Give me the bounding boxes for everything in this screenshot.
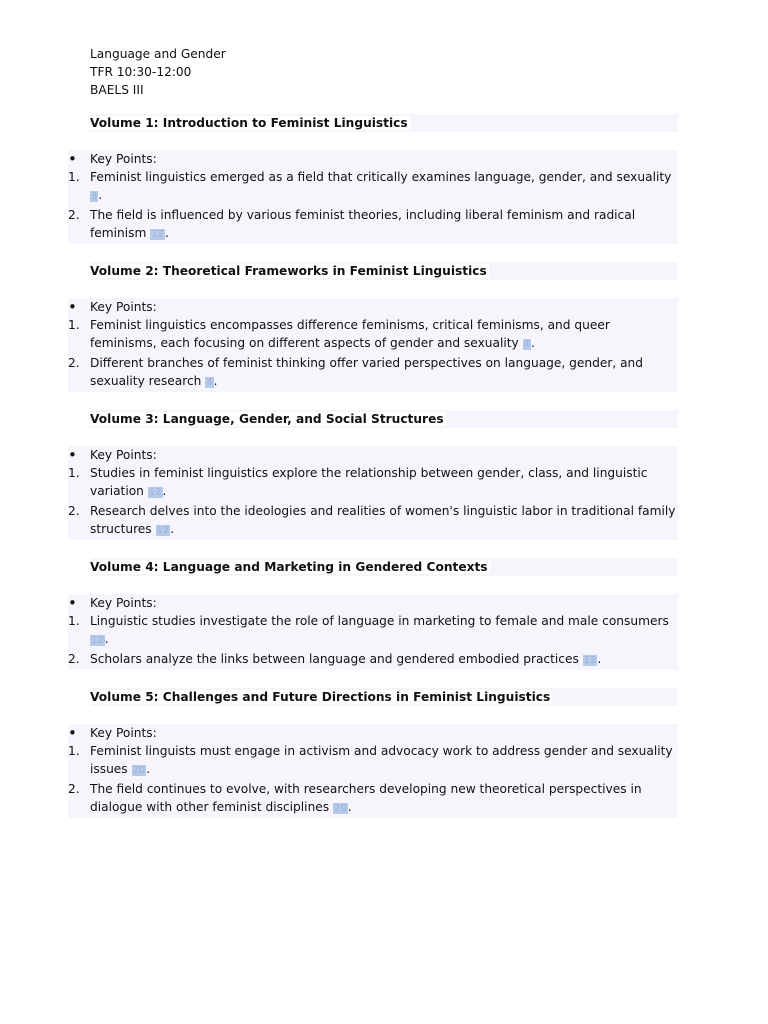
citation-ref[interactable]: 4 — [206, 377, 213, 388]
key-points-label: • Key Points: — [68, 724, 157, 742]
citation-ref[interactable]: 12 — [148, 487, 162, 498]
bullet-marker: • — [68, 594, 77, 612]
volume-heading: Volume 4: Language and Marketing in Gendered Contexts — [90, 558, 678, 576]
item-text: Research delves into the ideologies and realities of women's linguistic labor in traditional family structures — [90, 504, 676, 536]
bullet-marker: • — [68, 724, 77, 742]
item-text: Different branches of feminist thinking offer varied perspectives on language, gender, and sexuality research — [90, 356, 644, 388]
key-points-label: • Key Points: — [68, 594, 157, 612]
bullet-marker: • — [68, 150, 77, 168]
volume-heading: Volume 1: Introduction to Feminist Linguistics — [90, 114, 678, 132]
citation-ref[interactable]: 20 — [132, 765, 146, 776]
volume-section — [68, 558, 678, 670]
list-item: 1. Studies in feminist linguistics explore the relationship between gender, class, and linguistic variation 12. — [68, 466, 648, 498]
key-points-panel — [68, 446, 678, 540]
key-points-panel — [68, 724, 678, 818]
item-number: 2. — [68, 652, 80, 666]
item-number: 2. — [68, 208, 80, 222]
item-number: 1. — [68, 744, 80, 758]
citation-ref[interactable]: 20 — [334, 803, 347, 814]
citation-ref[interactable]: 3 — [91, 191, 98, 202]
volume-section — [68, 114, 678, 244]
list-item: 1. Linguistic studies investigate the role of language in marketing to female and male consumers 12. — [68, 614, 669, 646]
list-item: 1. Feminist linguistics encompasses difference feminisms, critical feminisms, and queer feminisms, each focusing on different aspects of gender and sexuality 4. — [68, 318, 610, 350]
citation-ref[interactable]: 12 — [156, 525, 170, 536]
item-number: 1. — [68, 466, 80, 480]
list-item: 1. Feminist linguistics emerged as a field that critically examines language, gender, and sexuality 3. — [68, 170, 672, 202]
course-program: BAELS III — [90, 83, 144, 97]
course-schedule: TFR 10:30-12:00 — [90, 65, 192, 79]
volume-heading: Volume 3: Language, Gender, and Social Structures — [90, 410, 678, 428]
citation-ref[interactable]: 12 — [583, 655, 597, 666]
item-number: 1. — [68, 318, 80, 332]
list-item: 2. Different branches of feminist thinking offer varied perspectives on language, gender, and sexuality research 4. — [68, 356, 644, 388]
item-number: 2. — [68, 356, 80, 370]
citation-ref[interactable]: 12 — [91, 635, 104, 646]
volume-heading: Volume 2: Theoretical Frameworks in Feminist Linguistics — [90, 262, 678, 280]
item-text: Feminist linguistics encompasses difference feminisms, critical feminisms, and queer feminisms, each focusing on different aspects of gender and sexuality — [90, 318, 610, 350]
list-item: 2. The field is influenced by various feminist theories, including liberal feminism and radical feminism 12. — [68, 208, 636, 240]
course-title: Language and Gender — [90, 47, 226, 61]
document-body — [68, 114, 678, 836]
item-text: The field continues to evolve, with researchers developing new theoretical perspectives in dialogue with other feminist disciplines — [90, 782, 642, 814]
key-points-panel — [68, 298, 678, 392]
item-text: Feminist linguistics emerged as a field that critically examines language, gender, and sexuality — [90, 170, 672, 184]
citation-ref[interactable]: 4 — [523, 339, 530, 350]
volume-heading: Volume 5: Challenges and Future Directions in Feminist Linguistics — [90, 688, 678, 706]
item-text: The field is influenced by various feminist theories, including liberal feminism and radical feminism — [90, 208, 636, 240]
item-text: Feminist linguists must engage in activism and advocacy work to address gender and sexuality issues — [90, 744, 673, 776]
key-points-panel — [68, 150, 678, 244]
bullet-marker: • — [68, 446, 77, 464]
list-item: 1. Feminist linguists must engage in activism and advocacy work to address gender and sexuality issues 20. — [68, 744, 673, 776]
item-text: Studies in feminist linguistics explore the relationship between gender, class, and linguistic variation — [90, 466, 648, 498]
item-number: 2. — [68, 782, 80, 796]
list-item: 2. Scholars analyze the links between language and gendered embodied practices 12. — [68, 652, 602, 666]
key-points-label: • Key Points: — [68, 150, 157, 168]
item-text: Linguistic studies investigate the role of language in marketing to female and male consumers — [90, 614, 669, 628]
document-header — [90, 45, 490, 99]
bullet-marker: • — [68, 298, 77, 316]
item-text: Scholars analyze the links between language and gendered embodied practices — [90, 652, 583, 666]
key-points-label: • Key Points: — [68, 446, 157, 464]
list-item: 2. Research delves into the ideologies and realities of women's linguistic labor in traditional family structures 12. — [68, 504, 676, 536]
item-number: 1. — [68, 614, 80, 628]
volume-section — [68, 688, 678, 818]
key-points-panel — [68, 594, 678, 670]
volume-section — [68, 410, 678, 540]
key-points-label: • Key Points: — [68, 298, 157, 316]
item-number: 2. — [68, 504, 80, 518]
citation-ref[interactable]: 12 — [151, 229, 164, 240]
item-number: 1. — [68, 170, 80, 184]
list-item: 2. The field continues to evolve, with researchers developing new theoretical perspectives in dialogue with other feminist disciplines 20. — [68, 782, 642, 814]
volume-section — [68, 262, 678, 392]
